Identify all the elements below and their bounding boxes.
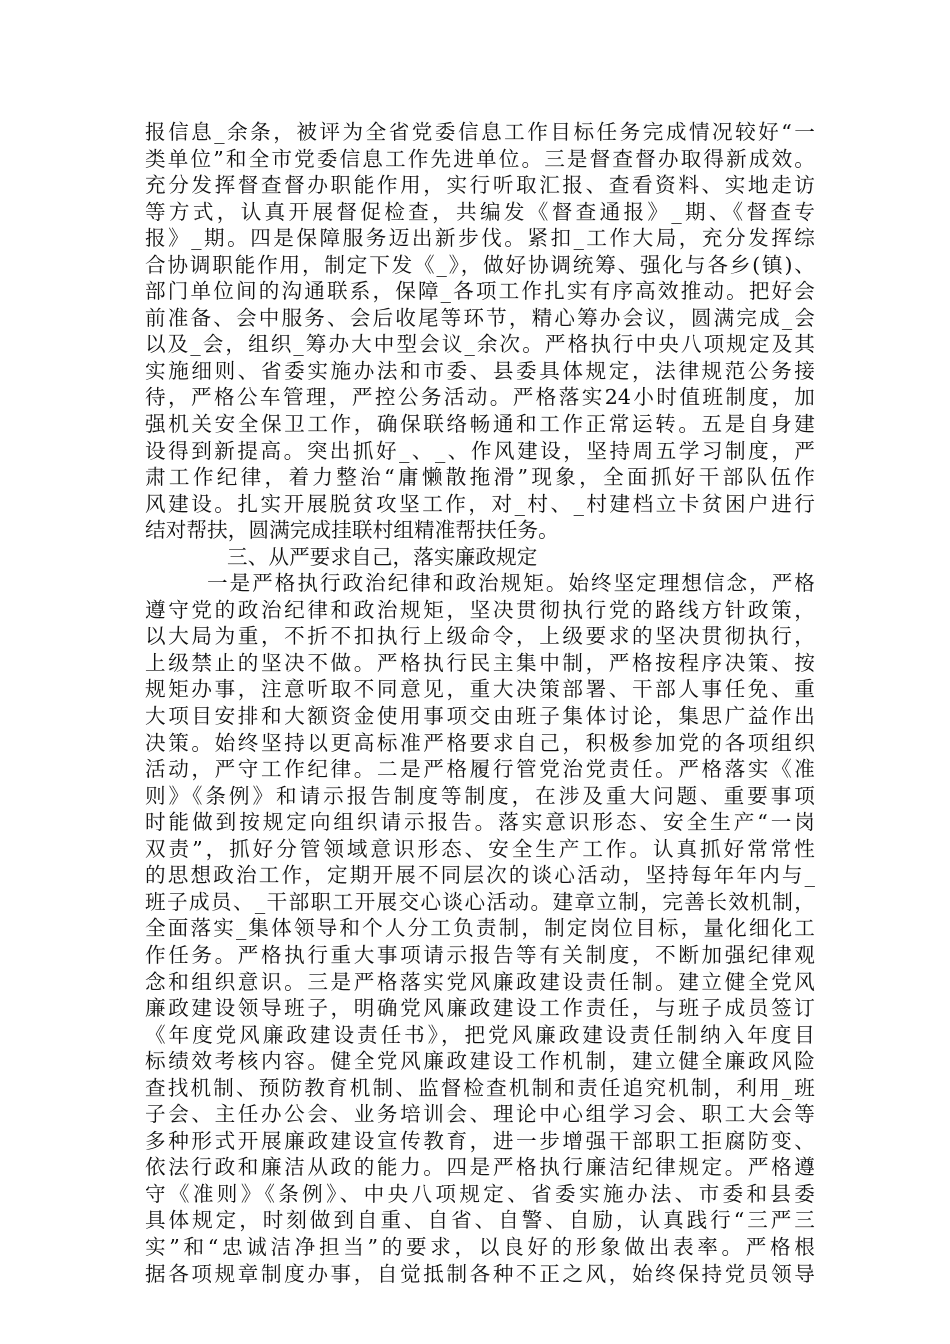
text-line: 报信息_余条，被评为全省党委信息工作目标任务完成情况较好“一 [145,120,815,144]
text-line: 《年度党风廉政建设责任书》，把党风廉政建设责任制纳入年度目 [145,1022,815,1047]
text-line: 等方式，认真开展督促检查，共编发《督查通报》_期、《督查专 [145,199,815,224]
text-line: 结对帮扶，圆满完成挂联村组精准帮扶任务。 [145,518,559,543]
text-line: 决策。始终坚持以更高标准严格要求自己，积极参加党的各项组织 [145,730,815,755]
text-line: 遵守党的政治纪律和政治规矩，坚决贯彻执行党的路线方针政策， [145,597,815,622]
text-line: 规矩办事，注意听取不同意见，重大决策部署、干部人事任免、重 [145,677,815,702]
section-heading: 三、从严要求自己，落实廉政规定 [227,544,538,569]
text-line: 类单位”和全市党委信息工作先进单位。三是督查督办取得新成效。 [145,146,815,171]
text-line: 待，严格公车管理，严控公务活动。严格落实24小时值班制度，加 [145,385,815,410]
text-line: 肃工作纪律，着力整治“庸懒散拖滑”现象，全面抓好干部队伍作 [145,465,815,490]
text-line: 多种形式开展廉政建设宣传教育，进一步增强干部职工拒腐防变、 [145,1128,815,1153]
text-line: 的思想政治工作，定期开展不同层次的谈心活动，坚持每年年内与_ [145,863,815,888]
text-line: 班子成员、_干部职工开展交心谈心活动。建章立制，完善长效机制， [145,889,815,914]
paragraph-work-summary [145,119,815,544]
text-line: 查找机制、预防教育机制、监督检查机制和责任追究机制，利用_班 [145,1075,815,1100]
text-line: 设得到新提高。突出抓好_、_、作风建设，坚持周五学习制度，严 [145,438,815,463]
text-line: 全面落实_集体领导和个人分工负责制，制定岗位目标，量化细化工 [145,916,815,941]
text-line: 廉政建设领导班子，明确党风廉政建设工作责任，与班子成员签订 [145,996,815,1021]
text-line: 子会、主任办公会、业务培训会、理论中心组学习会、职工大会等 [145,1102,815,1127]
text-line: 依法行政和廉洁从政的能力。四是严格执行廉洁纪律规定。严格遵 [145,1155,815,1180]
text-line: 风建设。扎实开展脱贫攻坚工作，对_村、_村建档立卡贫困户进行 [145,491,815,516]
text-line: 强机关安全保卫工作，确保联络畅通和工作正常运转。五是自身建 [145,412,815,437]
text-line: 上级禁止的坚决不做。严格执行民主集中制，严格按程序决策、按 [145,650,815,675]
text-line: 据各项规章制度办事，自觉抵制各种不正之风，始终保持党员领导 [145,1261,815,1286]
text-line: 充分发挥督查督办职能作用，实行听取汇报、查看资料、实地走访 [145,173,815,198]
text-line: 以大局为重，不折不扣执行上级命令，上级要求的坚决贯彻执行， [145,624,815,649]
text-line: 部门单位间的沟通联系，保障_各项工作扎实有序高效推动。把好会 [145,279,815,304]
text-line: 具体规定，时刻做到自重、自省、自警、自励，认真践行“三严三 [145,1208,815,1233]
text-line: 报》_期。四是保障服务迈出新步伐。紧扣_工作大局，充分发挥综 [145,226,815,251]
text-line: 一是严格执行政治纪律和政治规矩。始终坚定理想信念，严格 [207,571,815,596]
paragraph-integrity [145,570,815,1287]
text-line: 守《准则》《条例》、中央八项规定、省委实施办法、市委和县委 [145,1181,815,1206]
text-line: 合协调职能作用，制定下发《_》，做好协调统筹、强化与各乡(镇)、 [145,252,815,277]
text-line: 作任务。严格执行重大事项请示报告等有关制度，不断加强纪律观 [145,942,815,967]
text-line: 前准备、会中服务、会后收尾等环节，精心筹办会议，圆满完成_会 [145,305,815,330]
document-body [145,119,815,1287]
text-line: 实施细则、省委实施办法和市委、县委具体规定，法律规范公务接 [145,358,815,383]
text-line: 大项目安排和大额资金使用事项交由班子集体讨论，集思广益作出 [145,704,815,729]
text-line: 念和组织意识。三是严格落实党风廉政建设责任制。建立健全党风 [145,969,815,994]
text-line: 时能做到按规定向组织请示报告。落实意识形态、安全生产“一岗 [145,810,815,835]
text-line: 则》《条例》和请示报告制度等制度，在涉及重大问题、重要事项 [145,783,815,808]
text-line: 以及_会，组织_筹办大中型会议_余次。严格执行中央八项规定及其 [145,332,815,357]
text-line: 实”和“忠诚洁净担当”的要求，以良好的形象做出表率。严格根 [145,1234,815,1259]
text-line: 双责”，抓好分管领域意识形态、安全生产工作。认真抓好常常性 [145,836,815,861]
text-line: 标绩效考核内容。健全党风廉政建设工作机制，建立健全廉政风险 [145,1049,815,1074]
text-line: 活动，严守工作纪律。二是严格履行管党治党责任。严格落实《准 [145,757,815,782]
